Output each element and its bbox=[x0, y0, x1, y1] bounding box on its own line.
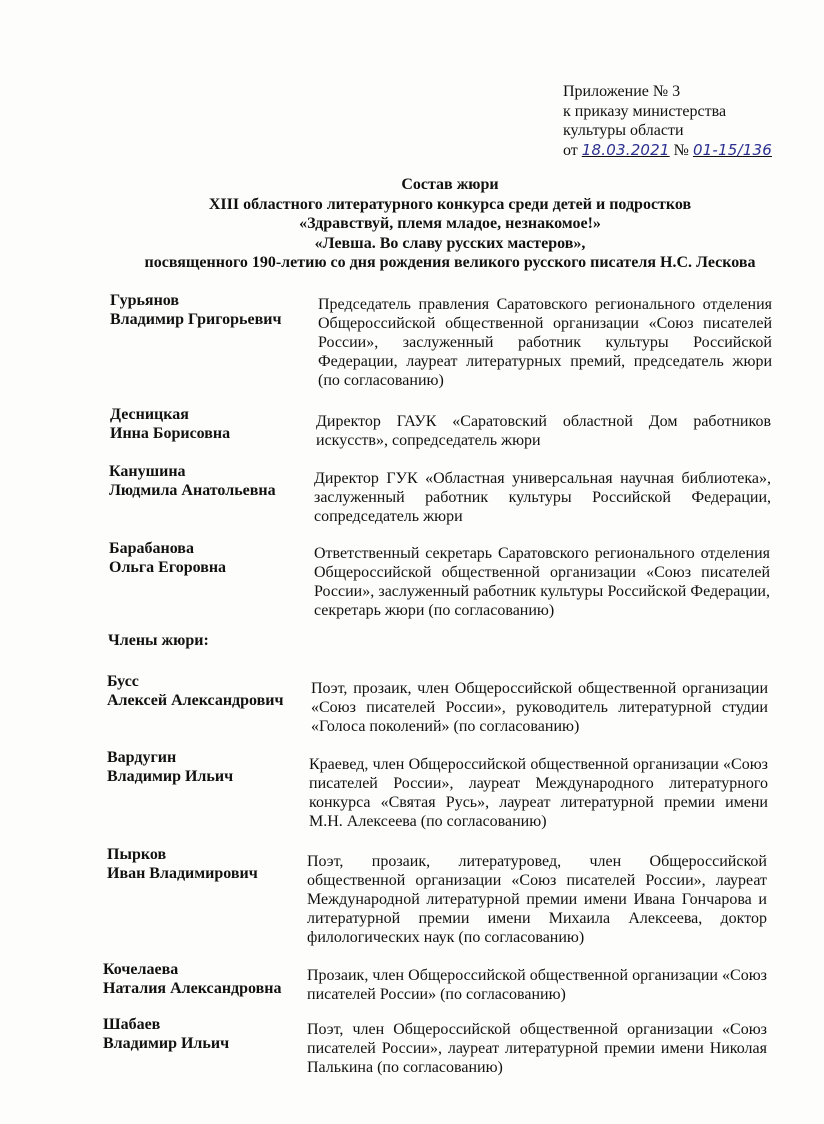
jury-name bbox=[109, 462, 276, 500]
jury-role: Ответственный секретарь Саратовского регионального отделения Общероссийской общественной организации «Союз писателей России», заслуженный работник культуры Российской Федерации, секретарь жюри (по согласованию) bbox=[314, 545, 770, 619]
title-line4: «Левша. Во славу русских мастеров», bbox=[314, 234, 586, 252]
jury-role: Директор ГАУК «Саратовский областной Дом работников искусств», сопредседатель жюри bbox=[316, 413, 771, 449]
jury-surname: Барабанова bbox=[109, 540, 194, 557]
jury-name bbox=[110, 405, 230, 443]
jury-given-name: Наталия Александровна bbox=[103, 980, 282, 997]
jury-role: Председатель правления Саратовского регионального отделения Общероссийской общественной организации «Союз писателей России», заслуженный работник культуры Российской Федерации, лауреат литературных премий, председатель жюри (по согласованию) bbox=[318, 296, 772, 389]
jury-surname: Шабаев bbox=[103, 1016, 161, 1033]
jury-role: Краевед, член Общероссийской общественной организации «Союз писателей России», лауреат Международного литературного конкурса «Святая Русь», лауреат литературной премии имени М.Н. Алексеева (по согласованию) bbox=[309, 756, 768, 830]
annex-from-label: от bbox=[563, 141, 578, 159]
jury-surname: Канушина bbox=[109, 463, 186, 480]
jury-surname: Вардугин bbox=[107, 749, 177, 766]
jury-given-name: Алексей Александрович bbox=[107, 692, 284, 709]
jury-name bbox=[109, 539, 226, 577]
title-line1: Состав жюри bbox=[401, 176, 499, 193]
jury-role: Поэт, прозаик, член Общероссийской общественной организации «Союз писателей России», руководитель литературной студии «Голоса поколений» (по согласованию) bbox=[311, 680, 768, 735]
title-line5: посвященного 190-летию со дня рождения великого русского писателя Н.С. Лескова bbox=[144, 254, 756, 272]
jury-name bbox=[107, 672, 284, 710]
jury-surname: Кочелаева bbox=[103, 961, 179, 978]
jury-given-name: Владимир Ильич bbox=[103, 1035, 230, 1052]
jury-name bbox=[107, 845, 258, 883]
annex-block bbox=[563, 82, 803, 160]
jury-given-name: Владимир Ильич bbox=[107, 768, 234, 785]
members-heading: Члены жюри: bbox=[108, 632, 209, 649]
jury-given-name: Владимир Григорьевич bbox=[110, 311, 282, 328]
jury-role: Прозаик, член Общероссийской общественной организации «Союз писателей России» (по согласованию) bbox=[307, 967, 767, 1003]
annex-number: 01-15/136 bbox=[692, 140, 773, 159]
annex-line2: к приказу министерства bbox=[563, 102, 727, 120]
jury-surname: Пырков bbox=[107, 846, 167, 863]
jury-given-name: Ольга Егоровна bbox=[109, 559, 227, 576]
jury-surname: Десницкая bbox=[110, 406, 189, 423]
annex-line3: культуры области bbox=[563, 122, 684, 139]
jury-given-name: Инна Борисовна bbox=[110, 425, 231, 442]
jury-role: Директор ГУК «Областная универсальная научная библиотека», заслуженный работник культуры Российской Федерации, сопредседатель жюри bbox=[314, 470, 771, 525]
jury-name bbox=[110, 291, 281, 329]
jury-name bbox=[103, 960, 282, 998]
jury-surname: Бусс bbox=[107, 673, 139, 690]
annex-line4 bbox=[563, 141, 803, 161]
jury-name bbox=[103, 1015, 229, 1053]
jury-name bbox=[107, 748, 233, 786]
title-line3: «Здравствуй, племя младое, незнакомое!» bbox=[299, 215, 601, 233]
annex-date: 18.03.2021 bbox=[581, 140, 670, 159]
title-line2: XIII областного литературного конкурса среди детей и подростков bbox=[208, 195, 692, 213]
jury-role: Поэт, член Общероссийской общественной организации «Союз писателей России», лауреат литературной премии имени Николая Палькина (по согласованию) bbox=[307, 1021, 767, 1076]
annex-line1: Приложение № 3 bbox=[563, 83, 681, 100]
jury-given-name: Людмила Анатольевна bbox=[109, 482, 276, 499]
annex-number-label: № bbox=[673, 141, 689, 159]
document-title bbox=[40, 175, 824, 273]
jury-surname: Гурьянов bbox=[110, 292, 180, 309]
jury-given-name: Иван Владимирович bbox=[107, 865, 258, 882]
jury-role: Поэт, прозаик, литературовед, член Общероссийской общественной организации «Союз писателей России», лауреат Международной литературной премии имени Ивана Гончарова и литературной премии имени Михаила Алексеева, доктор филологических наук (по согласованию) bbox=[307, 853, 767, 946]
